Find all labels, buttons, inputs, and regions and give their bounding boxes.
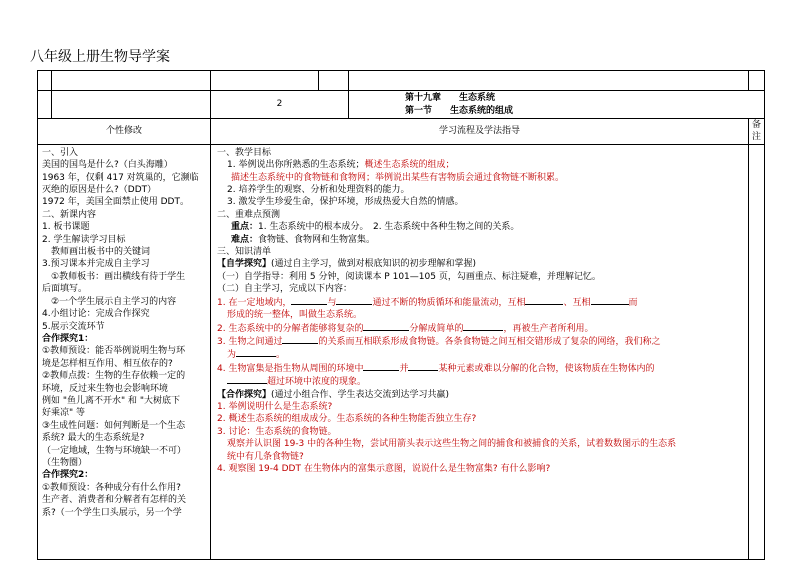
objective-1-cont: 描述生态系统中的食物链和食物网；举例说出某些有害物质会通过食物链不断积累。: [231, 172, 565, 183]
question-1-cont: 形成的统一整体，叫做生态系统。: [227, 310, 363, 321]
note-line: 1972 年，美国全面禁止使用 DDT。: [42, 197, 189, 208]
objective-2: 2. 培养学生的观察、分析和处理资料的能力。: [227, 185, 410, 196]
note-line: 合作探究1：: [42, 333, 94, 344]
note-line: 二、新课内容: [42, 209, 97, 220]
note-line: 美国的国鸟是什么?（白头海雕）: [42, 160, 173, 171]
question-3: 3. 生物之间通过 的关系而互相联系形成食物链。各条食物链之间互相交错形成了复杂的网络，我们称之: [217, 336, 661, 347]
note-line: ③生成性问题：如何判断是一个生态: [42, 420, 186, 431]
key-points: 重点：1. 生态系统中的根本成分。 2. 生态系统中各种生物之间的关系。: [231, 222, 520, 233]
note-line: 3.预习课本并完成自主学习: [42, 259, 150, 270]
note-line: 灭绝的原因是什么?（DDT）: [42, 185, 157, 196]
note-line: 一、引入: [42, 147, 79, 158]
coop-question-1: 1. 举例说明什么是生态系统?: [217, 401, 333, 412]
lesson-number: 2: [211, 91, 349, 119]
blank[interactable]: [591, 296, 629, 305]
note-line: （一定地域，生物与环境缺一不可）: [42, 445, 187, 456]
question-1: 1. 在一定地域内， 与 通过不断的物质循环和能量流动，互相 、互相 而: [217, 297, 638, 308]
learning-flow-cell: [211, 144, 749, 559]
note-line: 例如 "鱼儿离不开水" 和 "大树底下: [42, 395, 181, 406]
remarks-cell: [749, 144, 765, 559]
note-line: 5.展示交流环节: [42, 321, 105, 332]
self-study-tasks: （二）自主学习，完成以下内容：: [217, 284, 353, 295]
difficult-points: 难点：食物链、食物网和生物富集。: [231, 234, 376, 245]
note-line: 教师画出板书中的关键词: [42, 247, 151, 258]
document-title: 八年级上册生物导学案: [30, 49, 170, 65]
coop-question-3-detail: 观察并认识图 19-3 中的各种生物，尝试用箭头表示这些生物之间的捕食和被捕食的关系，试着数数图示的生态系: [227, 439, 677, 450]
question-4: 4. 生物富集是指生物从周围的环境中 并 某种元素或难以分解的化合物，使该物质在生物体内的: [217, 363, 655, 374]
question-4-cont: 超过环境中浓度的现象。: [217, 375, 744, 388]
blank[interactable]: [282, 335, 318, 344]
chapter-line-2: 第一节 生态系统的组成: [405, 105, 514, 116]
teacher-notes-cell: [38, 144, 211, 559]
blank[interactable]: [363, 322, 409, 331]
column-header-middle: 学习流程及学法指导: [211, 119, 749, 145]
note-line: 2. 学生解读学习目标: [42, 234, 126, 245]
note-line: 1963 年，仅剩 417 对筑巢的，它濒临: [42, 172, 199, 183]
blank[interactable]: [336, 296, 372, 305]
coop-question-3-detail-cont: 统中有几条食物链?: [227, 451, 304, 462]
blank[interactable]: [236, 348, 276, 357]
note-line: ①教师预设：各种成分有什么作用?: [42, 482, 181, 493]
teacher-notes: [42, 147, 208, 519]
blank[interactable]: [408, 362, 438, 371]
note-line: 好乘凉" 等: [42, 408, 86, 419]
note-line: ②教师点拨：生物的生存依赖一定的: [42, 371, 186, 382]
section-keypoints: 二、重难点预测: [217, 209, 281, 220]
blank[interactable]: [227, 375, 267, 384]
chapter-title: [349, 91, 765, 119]
coop-question-4: 4. 观察图 19-4 DDT 在生物体内的富集示意图，说说什么是生物富集? 有什么影响?: [217, 463, 551, 474]
note-line: 后面填写。: [42, 284, 88, 295]
self-study-heading: 【自学探究】(通过自主学习，做到对根底知识的初步理解和掌握): [217, 259, 477, 270]
note-line: 生产者、消费者和分解者有怎样的关: [42, 495, 187, 506]
coop-question-3: 3. 讨论：生态系统的食物链。: [217, 426, 337, 437]
note-line: 环境，反过来生物也会影响环境: [42, 383, 169, 394]
note-line: 系?（一个学生口头展示，另一个学: [42, 507, 182, 518]
column-header-right: 备注: [749, 119, 765, 145]
note-line: 系统? 最大的生态系统是?: [42, 433, 145, 444]
note-line: 1. 板书课题: [42, 222, 90, 233]
lesson-plan-table: [37, 70, 765, 560]
cooperative-heading: 【合作探究】(通过小组合作、学生表达交流到达学习共赢): [217, 389, 450, 400]
blank[interactable]: [525, 296, 563, 305]
header-row-1: [38, 71, 765, 91]
note-line: ②一个学生展示自主学习的内容: [42, 296, 177, 307]
blank[interactable]: [463, 322, 503, 331]
objective-3: 3. 激发学生珍爱生命，保护环境，形成热爱大自然的情感。: [227, 197, 464, 208]
note-line: 4.小组讨论：完成合作探究: [42, 309, 150, 320]
column-header-left: 个性修改: [38, 119, 211, 145]
chapter-line-1: 第十九章 生态系统: [405, 93, 496, 104]
section-objectives: 一、教学目标: [217, 147, 272, 158]
note-line: ①教师板书：画出横线有待于学生: [42, 271, 186, 282]
note-line: （生物圈）: [42, 457, 88, 468]
header-row-2: [38, 91, 765, 119]
note-line: 境是怎样相互作用、相互依存的?: [42, 358, 173, 369]
note-line: 合作探究2：: [42, 470, 94, 481]
column-header-row: [38, 119, 765, 145]
content-row: [38, 144, 765, 559]
question-2: 2. 生态系统中的分解者能够将复杂的 分解成简单的 ，再被生产者所利用。: [217, 323, 594, 334]
note-line: ①教师预设：能否举例说明生物与环: [42, 346, 186, 357]
blank[interactable]: [363, 362, 399, 371]
coop-question-2: 2. 概述生态系统的组成成分。生态系统的各种生物能否独立生存?: [217, 414, 477, 425]
self-study-guide: （一）自学指导：利用 5 分钟，阅读课本 P 101—105 页，勾画重点、标注疑难，并理解记忆。: [217, 271, 601, 282]
section-checklist: 三、知识清单: [217, 247, 272, 258]
objective-1: 1. 举例说出你所熟悉的生态系统；概述生态系统的组成；: [227, 160, 455, 171]
question-3-cont: 为 。: [227, 350, 286, 361]
blank[interactable]: [291, 296, 327, 305]
